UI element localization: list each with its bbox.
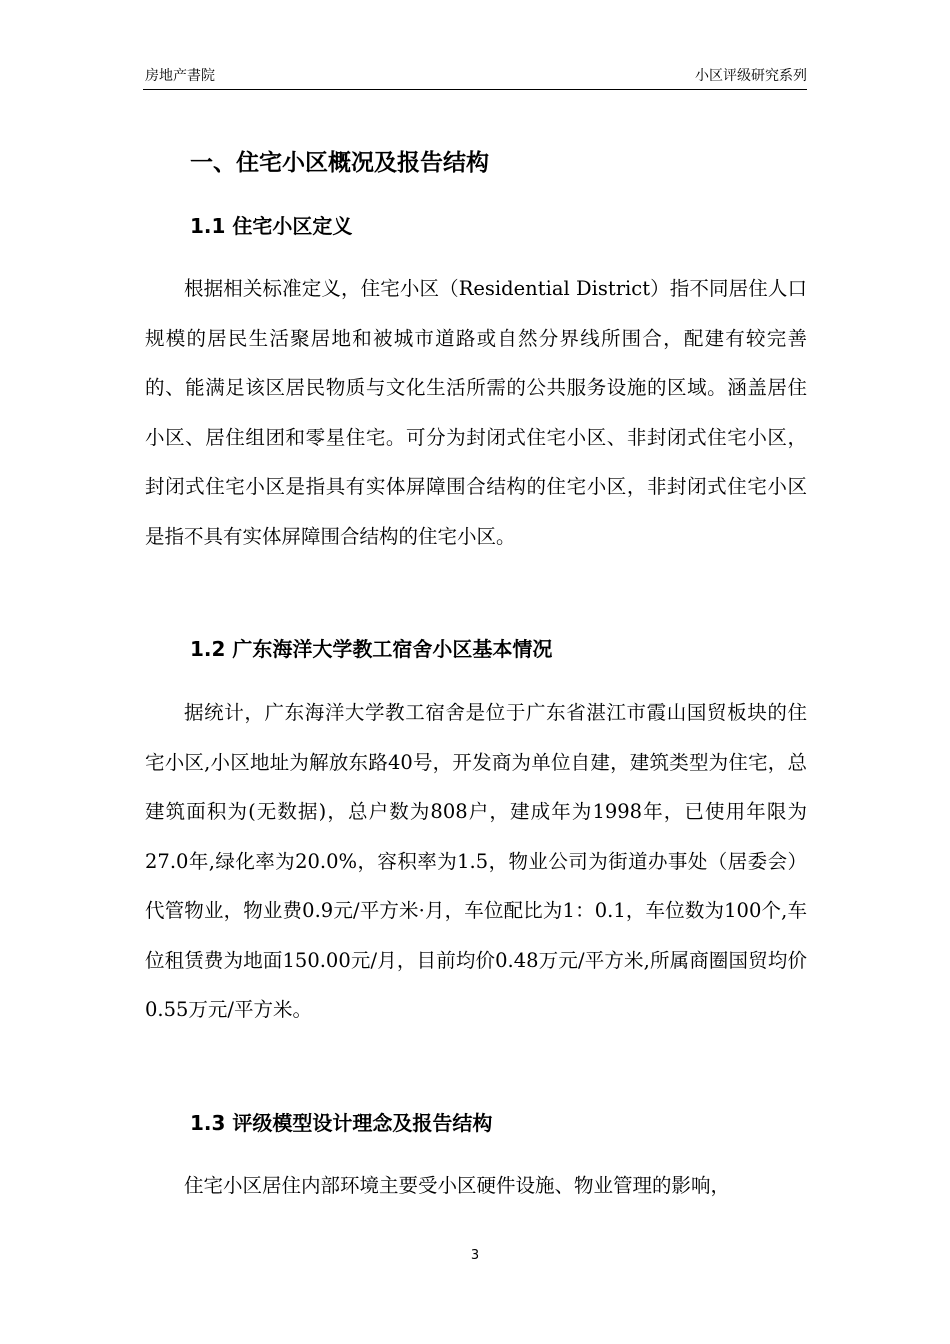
page-number: 3 (470, 1248, 480, 1263)
paragraph-basic-info: 据统计，广东海洋大学教工宿舍是位于广东省湛江市霞山国贸板块的住宅小区,小区地址为解放东路40号，开发商为单位自建，建筑类型为住宅，总建筑面积为(无数据)，总户数为808户，建成年为1998年，已使用年限为27.0年,绿化率为20.0%，容积率为1.5，物业公司为街道办事处（居委会）代管物业，物业费0.9元/平方米·月，车位配比为1：0.1，车位数为100个,车位租赁费为地面150.00元/月，目前均价0.48万元/平方米,所属商圈国贸均价0.55万元/平方米。 (145, 701, 807, 1021)
header-left-title: 房地产書院 (145, 68, 215, 84)
paragraph-model-design: 住宅小区居住内部环境主要受小区硬件设施、物业管理的影响， (184, 1174, 731, 1197)
subsection-heading-1-1: 1.1 住宅小区定义 (190, 214, 353, 238)
subsection-heading-1-2: 1.2 广东海洋大学教工宿舍小区基本情况 (190, 637, 553, 661)
paragraph-definition: 根据相关标准定义，住宅小区（Residential District）指不同居住人口规模的居民生活聚居地和被城市道路或自然分界线所围合，配建有较完善的、能满足该区居民物质与文化生活所需的公共服务设施的区域。涵盖居住小区、居住组团和零星住宅。可分为封闭式住宅小区、非封闭式住宅小区，封闭式住宅小区是指具有实体屏障围合结构的住宅小区，非封闭式住宅小区是指不具有实体屏障围合结构的住宅小区。 (145, 277, 807, 548)
header-divider (143, 89, 807, 90)
section-heading: 一、住宅小区概况及报告结构 (190, 150, 489, 176)
header-right-title: 小区评级研究系列 (695, 68, 807, 84)
subsection-heading-1-3: 1.3 评级模型设计理念及报告结构 (190, 1111, 493, 1135)
